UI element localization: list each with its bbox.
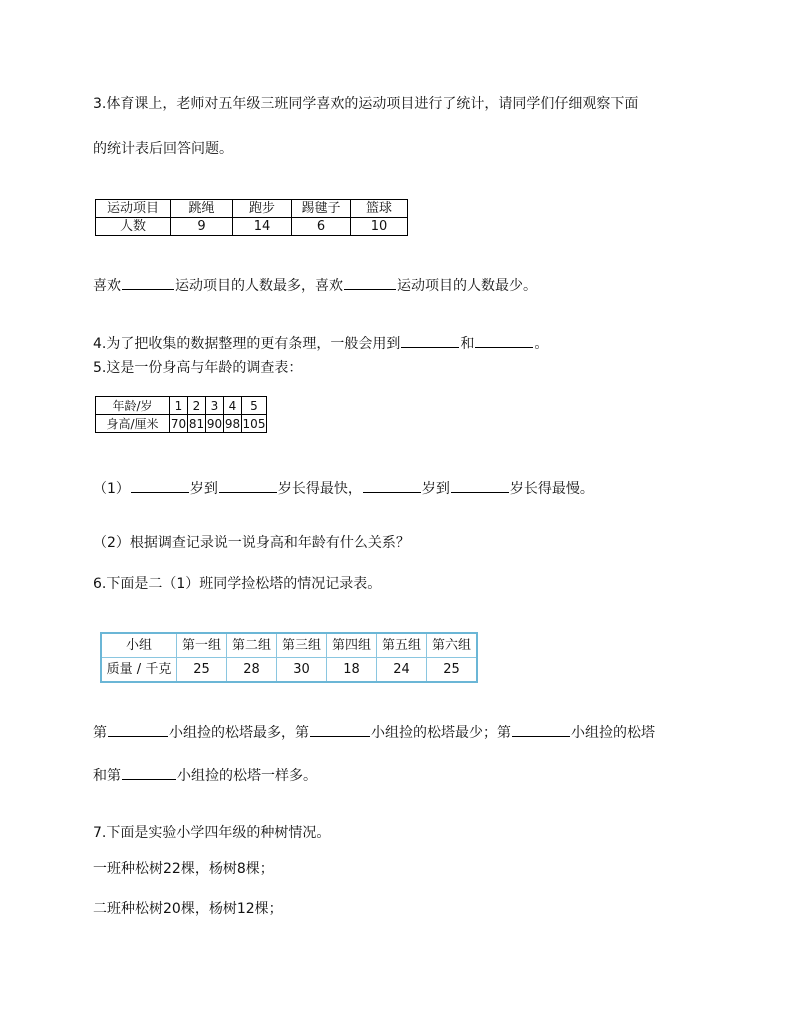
q4-line: [93, 333, 548, 353]
table-cell: 跑步: [233, 200, 292, 218]
table-cell: 3: [206, 397, 224, 415]
answer-blank[interactable]: [122, 765, 176, 780]
table-cell: 25: [177, 658, 227, 683]
table-cell: 98: [224, 416, 241, 431]
table-cell: 6: [292, 218, 351, 236]
answer-blank[interactable]: [219, 478, 277, 493]
q3-answer-line: [93, 275, 537, 295]
table-cell: 81: [188, 416, 205, 431]
table-cell: 28: [227, 658, 277, 683]
q5-text: 5.这是一份身高与年龄的调查表：: [93, 360, 303, 376]
table-row: [96, 200, 408, 218]
table-cell: 小组: [101, 633, 177, 658]
table-row: [96, 415, 267, 433]
q5-sub1-text: （1）: [93, 481, 130, 497]
answer-blank[interactable]: [401, 333, 459, 348]
q3-answer-text: 喜欢: [93, 278, 121, 294]
table-cell: 身高/厘米: [96, 415, 170, 433]
q5-height-age-table: [95, 396, 267, 433]
q5-sub1-text: 岁到: [189, 481, 218, 497]
q5-sub2-text: （2）根据调查记录说一说身高和年龄有什么关系？: [93, 535, 410, 551]
table-cell: 24: [377, 658, 427, 683]
table-cell: 25: [427, 658, 478, 683]
q3-text-line2: 的统计表后回答问题。: [93, 141, 233, 157]
table-cell: 1: [170, 397, 188, 415]
table-cell: 人数: [96, 218, 171, 236]
q7-class2-text: 二班种松树20棵，杨树12棵；: [93, 901, 283, 917]
table-cell: 篮球: [351, 200, 408, 218]
table-row: [101, 633, 477, 658]
q4-text: 。: [534, 336, 549, 352]
q3-answer-text: 运动项目的人数最多，喜欢: [175, 278, 343, 294]
table-cell: 第一组: [177, 633, 227, 658]
q6-answer-text: 第: [93, 725, 107, 741]
q5-sub1-text: 岁到: [421, 481, 450, 497]
table-cell: 第五组: [377, 633, 427, 658]
table-cell: 10: [351, 218, 408, 236]
q6-answer-text: 小组捡的松塔: [571, 725, 655, 741]
q7-class1-text: 一班种松树22棵，杨树8棵；: [93, 861, 274, 877]
table-cell: 第四组: [327, 633, 377, 658]
table-cell: 第三组: [277, 633, 327, 658]
table-cell: 70: [170, 416, 187, 431]
table-cell: 5: [242, 397, 267, 415]
q4-text: 和: [460, 336, 475, 352]
q4-text: 4.为了把收集的数据整理的更有条理，一般会用到: [93, 336, 401, 352]
q6-pinecone-table: [100, 632, 478, 683]
table-cell: 第六组: [427, 633, 478, 658]
table-cell: 9: [171, 218, 233, 236]
q6-text: 6.下面是二（1）班同学捡松塔的情况记录表。: [93, 576, 382, 592]
answer-blank[interactable]: [451, 478, 509, 493]
table-cell: 年龄/岁: [96, 397, 170, 415]
table-row: [96, 218, 408, 236]
q6-answer-text: 和第: [93, 768, 121, 784]
q6-answer-text: 小组捡的松塔最少；第: [371, 725, 511, 741]
table-cell: 跳绳: [171, 200, 233, 218]
table-cell: 2: [188, 397, 206, 415]
table-cell: 运动项目: [96, 200, 171, 218]
table-cell: 18: [327, 658, 377, 683]
table-cell: 4: [224, 397, 242, 415]
q5-sub1-line: [93, 478, 594, 498]
answer-blank[interactable]: [344, 275, 396, 290]
q6-answer-line2: [93, 765, 317, 785]
answer-blank[interactable]: [310, 722, 370, 737]
answer-blank[interactable]: [512, 722, 570, 737]
q6-answer-text: 小组捡的松塔最多，第: [169, 725, 309, 741]
q3-answer-text: 运动项目的人数最少。: [397, 278, 537, 294]
table-cell: 90: [206, 416, 223, 431]
table-row: [101, 658, 477, 683]
q5-sub1-text: 岁长得最快，: [277, 481, 362, 497]
answer-blank[interactable]: [122, 275, 174, 290]
q3-text-line1: 3.体育课上，老师对五年级三班同学喜欢的运动项目进行了统计，请同学们仔细观察下面: [93, 96, 639, 112]
q6-answer-text: 小组捡的松塔一样多。: [177, 768, 317, 784]
answer-blank[interactable]: [108, 722, 168, 737]
table-cell: 第二组: [227, 633, 277, 658]
answer-blank[interactable]: [363, 478, 421, 493]
table-row: [96, 397, 267, 415]
table-cell: 14: [233, 218, 292, 236]
q6-answer-line1: [93, 722, 655, 742]
table-cell: 质量 / 千克: [101, 658, 177, 683]
answer-blank[interactable]: [475, 333, 533, 348]
table-cell: 踢毽子: [292, 200, 351, 218]
q3-sports-table: [95, 199, 408, 236]
q5-sub1-text: 岁长得最慢。: [509, 481, 594, 497]
table-cell: 30: [277, 658, 327, 683]
table-cell: 105: [242, 416, 266, 431]
q7-text: 7.下面是实验小学四年级的种树情况。: [93, 825, 331, 841]
answer-blank[interactable]: [131, 478, 189, 493]
